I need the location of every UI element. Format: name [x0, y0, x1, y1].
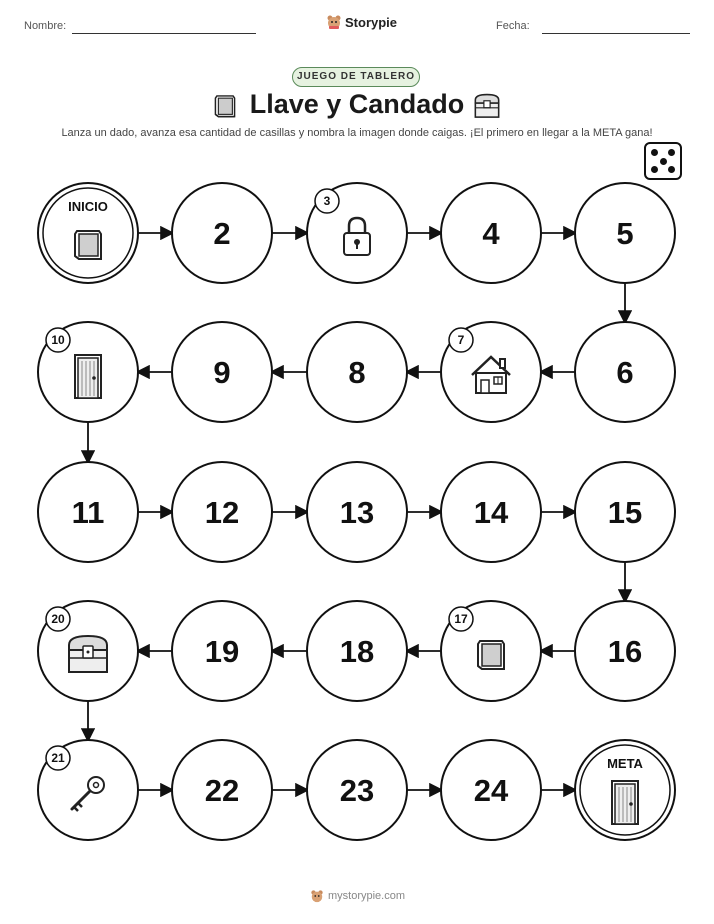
space-15[interactable]	[575, 462, 675, 562]
space-20[interactable]	[38, 601, 138, 701]
space-19[interactable]	[172, 601, 272, 701]
space-number: 4	[482, 216, 500, 251]
space-10[interactable]	[38, 322, 138, 422]
space-inicio[interactable]	[38, 183, 138, 283]
space-8[interactable]	[307, 322, 407, 422]
space-number: 24	[473, 773, 509, 808]
space-number: 23	[339, 773, 375, 808]
space-4[interactable]	[441, 183, 541, 283]
space-meta[interactable]	[575, 740, 675, 840]
space-label: INICIO	[68, 199, 108, 214]
brand-name: Storypie	[345, 14, 398, 30]
space-13[interactable]	[307, 462, 407, 562]
space-number: 22	[204, 773, 240, 808]
footer-url[interactable]: mystorypie.com	[328, 890, 406, 902]
space-6[interactable]	[575, 322, 675, 422]
space-17[interactable]	[441, 601, 541, 701]
space-18[interactable]	[307, 601, 407, 701]
instructions: Lanza un dado, avanza esa cantidad de casillas y nombra la imagen donde caigas. ¡El primero en llegar a la META gana!	[61, 127, 653, 139]
space-number: 18	[339, 634, 375, 669]
space-number: 3	[323, 194, 331, 208]
space-number: 14	[473, 495, 509, 530]
space-12[interactable]	[172, 462, 272, 562]
footer-logo-icon	[310, 889, 324, 903]
space-number: 2	[213, 216, 231, 251]
door-icon	[612, 781, 638, 824]
book-icon	[75, 231, 101, 259]
space-number: 11	[71, 495, 105, 530]
door-icon	[75, 355, 101, 398]
space-3[interactable]	[307, 183, 407, 283]
space-5[interactable]	[575, 183, 675, 283]
space-number: 17	[454, 612, 468, 626]
space-number: 21	[51, 751, 65, 765]
space-number: 15	[607, 495, 643, 530]
name-label: Nombre:	[24, 20, 67, 32]
space-number: 19	[204, 634, 240, 669]
space-number: 12	[204, 495, 240, 530]
game-type-badge: JUEGO DE TABLERO	[292, 67, 420, 87]
space-14[interactable]	[441, 462, 541, 562]
space-24[interactable]	[441, 740, 541, 840]
space-number: 5	[616, 216, 634, 251]
space-21[interactable]	[38, 740, 138, 840]
space-number: 7	[457, 333, 465, 347]
space-number: 10	[51, 333, 65, 347]
space-number: 8	[348, 355, 366, 390]
page-title: Llave y Candado	[249, 89, 465, 119]
space-number: 13	[339, 495, 375, 530]
space-number: 6	[616, 355, 634, 390]
date-label: Fecha:	[496, 20, 530, 32]
space-23[interactable]	[307, 740, 407, 840]
space-number: 9	[213, 355, 231, 390]
space-16[interactable]	[575, 601, 675, 701]
space-7[interactable]	[441, 322, 541, 422]
space-label: META	[607, 756, 643, 771]
space-9[interactable]	[172, 322, 272, 422]
space-22[interactable]	[172, 740, 272, 840]
footer	[310, 889, 405, 903]
space-2[interactable]	[172, 183, 272, 283]
space-11[interactable]	[38, 462, 138, 562]
space-number: 16	[607, 634, 643, 669]
space-number: 20	[51, 612, 65, 626]
treasure-chest-icon	[69, 636, 107, 672]
book-icon	[478, 641, 504, 669]
